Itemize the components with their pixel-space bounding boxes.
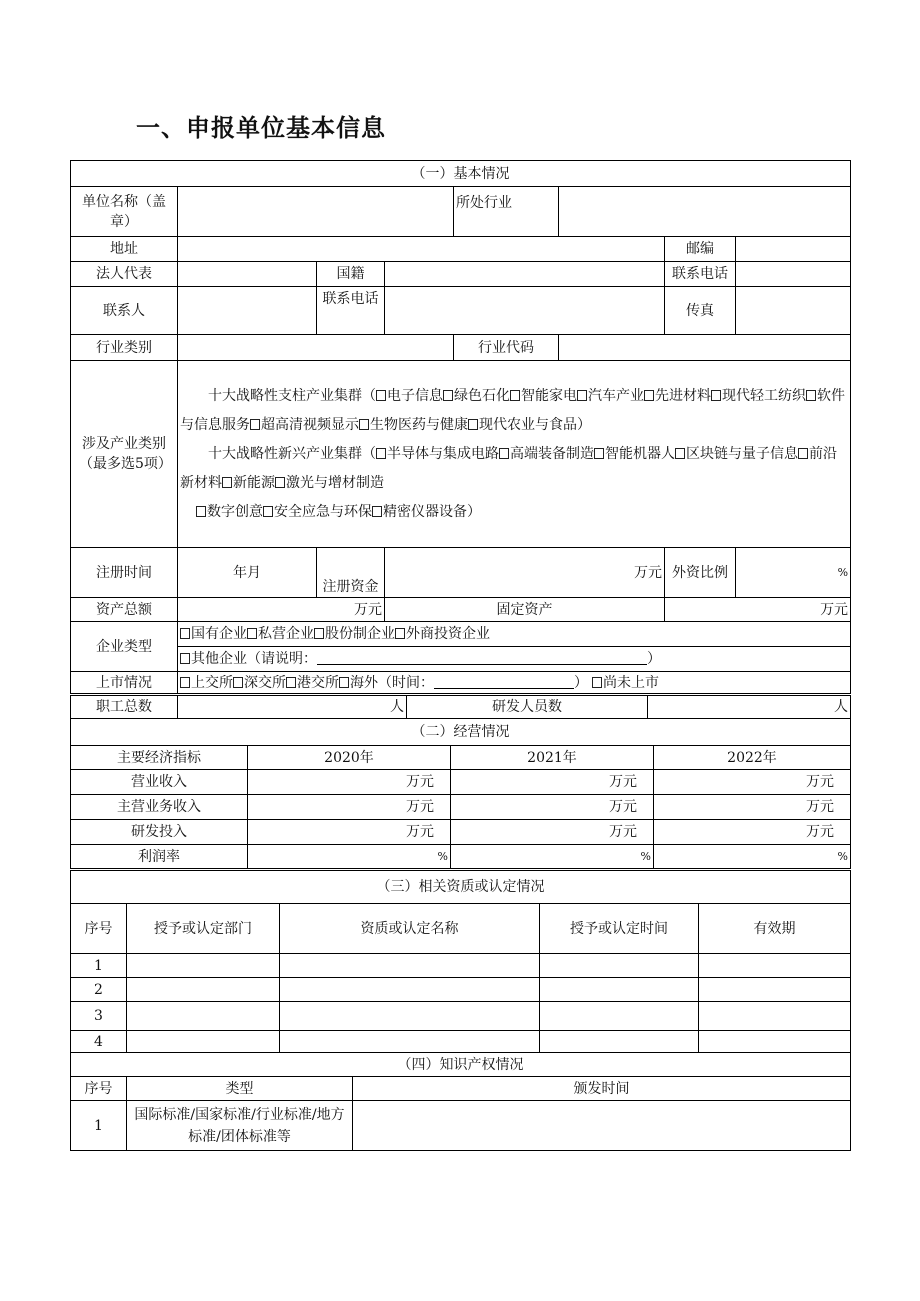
- checkbox-not-listed[interactable]: [592, 677, 602, 688]
- unit-wan-yuan: 万元: [406, 799, 434, 815]
- qual-cell[interactable]: [540, 1002, 699, 1031]
- qual-cell[interactable]: [540, 954, 699, 978]
- unit-wan-yuan: 万元: [609, 799, 637, 815]
- reg-time-label: 注册时间: [71, 548, 178, 598]
- ip-col-type: 类型: [127, 1077, 353, 1101]
- emerging-cluster-option-label: 半导体与集成电路: [387, 445, 499, 462]
- ent-other-label: 其他企业（请说明：: [191, 651, 317, 667]
- ops-cell[interactable]: [451, 845, 654, 869]
- ip-row-time[interactable]: [353, 1101, 851, 1151]
- ip-row-type: 国际标准/国家标准/行业标准/地方标准/团体标准等: [127, 1101, 353, 1151]
- ent-other-close: ）: [647, 651, 661, 667]
- unit-wan-yuan: 万元: [406, 774, 434, 790]
- cluster2-options-cont: [196, 504, 467, 520]
- pillar-cluster-option-label: 软件与信息服务: [180, 387, 845, 433]
- emerging-cluster-checkbox[interactable]: [275, 477, 285, 488]
- reg-capital-unit: 万元: [634, 564, 662, 581]
- page-title: 一、申报单位基本信息: [136, 114, 386, 142]
- ops-row-label: 营业收入: [71, 770, 248, 795]
- emerging-cluster-option-label: 高端装备制造: [510, 445, 594, 462]
- ops-cell[interactable]: [654, 795, 851, 820]
- table-row: [71, 954, 851, 978]
- unit-percent: %: [437, 850, 448, 863]
- legal-rep-label: 法人代表: [71, 262, 178, 287]
- employees-field[interactable]: [178, 696, 407, 719]
- cluster2-label: 十大战略性新兴产业集群（: [208, 445, 376, 462]
- listing-choices: [180, 675, 434, 691]
- qual-col-validity: 有效期: [699, 904, 851, 954]
- ent-type-option-label: 私营企业: [258, 626, 314, 642]
- listing-checkbox[interactable]: [339, 677, 349, 688]
- ops-section-header: （二）经营情况: [71, 719, 851, 746]
- contact-person-field[interactable]: [178, 287, 317, 335]
- total-assets-label: 资产总额: [71, 598, 178, 622]
- ent-type-options: [178, 622, 851, 672]
- involved-industry-label: 涉及产业类别（最多选5项）: [71, 361, 178, 548]
- employees-unit: 人: [390, 699, 404, 715]
- qual-cell[interactable]: [127, 978, 280, 1002]
- qual-col-time: 授予或认定时间: [540, 904, 699, 954]
- qual-cell[interactable]: [699, 954, 851, 978]
- unit-wan-yuan: 万元: [806, 774, 834, 790]
- contact-phone2-field[interactable]: [385, 287, 665, 335]
- listing-option-label: 港交所: [297, 674, 339, 691]
- fixed-assets-unit: 万元: [820, 601, 849, 618]
- emerging-cluster-checkbox[interactable]: [372, 506, 382, 517]
- contact-phone-label: 联系电话: [665, 262, 736, 287]
- emerging-cluster-checkbox[interactable]: [376, 448, 386, 459]
- qual-cell[interactable]: [280, 1002, 540, 1031]
- strategic-pillar-clusters: [180, 382, 848, 440]
- emerging-cluster-option-label: 新能源: [233, 474, 275, 491]
- pillar-cluster-checkbox[interactable]: [468, 419, 478, 430]
- emerging-cluster-option-label: 数字创意: [207, 503, 263, 520]
- qual-col-dept: 授予或认定部门: [127, 904, 280, 954]
- pillar-cluster-option-label: 先进材料: [655, 387, 711, 404]
- basic-info-table: [70, 160, 851, 694]
- industry-category-label: 行业类别: [71, 335, 178, 361]
- qual-cell[interactable]: [280, 978, 540, 1002]
- ent-type-line2: [178, 647, 850, 671]
- ent-type-checkbox[interactable]: [180, 628, 190, 639]
- ip-row-no: 1: [71, 1101, 127, 1151]
- foreign-ratio-unit: %: [837, 566, 849, 579]
- ops-cell[interactable]: [248, 770, 451, 795]
- qual-row-no: 4: [71, 1031, 127, 1053]
- ops-cell[interactable]: [248, 845, 451, 869]
- industry-located-label: 所处行业: [454, 187, 559, 237]
- unit-name-field[interactable]: [178, 187, 454, 237]
- pillar-cluster-option-label: 现代农业与食品: [479, 416, 577, 433]
- address-field[interactable]: [178, 237, 665, 262]
- qual-row-no: 1: [71, 954, 127, 978]
- emerging-cluster-checkbox[interactable]: [196, 506, 206, 517]
- ops-year-2021: 2021年: [451, 746, 654, 770]
- qual-cell[interactable]: [540, 978, 699, 1002]
- not-listed-label: 尚未上市: [603, 674, 659, 691]
- ops-cell[interactable]: [654, 820, 851, 845]
- unit-wan-yuan: 万元: [609, 774, 637, 790]
- ops-cell[interactable]: [654, 770, 851, 795]
- cluster1-label: 十大战略性支柱产业集群（: [208, 387, 376, 404]
- emerging-cluster-checkbox[interactable]: [222, 477, 232, 488]
- ops-profit-label: 利润率: [71, 845, 248, 869]
- ent-type-option-label: 股份制企业: [325, 626, 395, 642]
- qualifications-table: [70, 870, 851, 1053]
- ip-col-no: 序号: [71, 1077, 127, 1101]
- involved-industry-options: [178, 361, 851, 548]
- qual-cell[interactable]: [127, 1002, 280, 1031]
- pillar-cluster-option-label: 电子信息: [387, 387, 443, 404]
- pillar-cluster-option-label: 绿色石化: [454, 387, 510, 404]
- contact-person-label: 联系人: [71, 287, 178, 335]
- unit-wan-yuan: 万元: [406, 824, 434, 840]
- industry-code-field[interactable]: [559, 335, 851, 361]
- strategic-emerging-clusters: [180, 440, 848, 498]
- unit-wan-yuan: 万元: [609, 824, 637, 840]
- qual-cell[interactable]: [280, 954, 540, 978]
- unit-percent: %: [837, 850, 848, 863]
- industry-category-field[interactable]: [178, 335, 454, 361]
- qual-cell[interactable]: [280, 1031, 540, 1053]
- pillar-cluster-checkbox[interactable]: [359, 419, 369, 430]
- ops-cell[interactable]: [248, 820, 451, 845]
- nationality-field[interactable]: [385, 262, 665, 287]
- ops-cell[interactable]: [654, 845, 851, 869]
- qual-cell[interactable]: [699, 1002, 851, 1031]
- pillar-cluster-checkbox[interactable]: [376, 390, 386, 401]
- ops-cell[interactable]: [451, 820, 654, 845]
- listing-label: 上市情况: [71, 672, 178, 694]
- qual-col-name: 资质或认定名称: [280, 904, 540, 954]
- pillar-cluster-option-label: 现代轻工纺织: [722, 387, 806, 404]
- ent-other-input[interactable]: [317, 650, 647, 665]
- pillar-cluster-checkbox[interactable]: [644, 390, 654, 401]
- unit-name-label: 单位名称（盖章）: [71, 187, 178, 237]
- emerging-cluster-option-label: 精密仪器设备: [383, 503, 467, 520]
- cluster1-close: ）: [577, 416, 591, 433]
- qual-cell[interactable]: [699, 1031, 851, 1053]
- postcode-label: 邮编: [665, 237, 736, 262]
- ip-col-time: 颁发时间: [353, 1077, 851, 1101]
- pillar-cluster-checkbox[interactable]: [250, 419, 260, 430]
- ops-cell[interactable]: [248, 795, 451, 820]
- ent-type-option-label: 国有企业: [191, 626, 247, 642]
- ops-row-label: 研发投入: [71, 820, 248, 845]
- fixed-assets-field[interactable]: [665, 598, 851, 622]
- emerging-cluster-checkbox[interactable]: [675, 448, 685, 459]
- total-assets-unit: 万元: [354, 601, 382, 618]
- qual-col-no: 序号: [71, 904, 127, 954]
- reg-capital-label: 注册资金: [317, 548, 385, 598]
- table-row: [71, 978, 851, 1002]
- fixed-assets-label: 固定资产: [385, 598, 665, 622]
- ops-year-2022: 2022年: [654, 746, 851, 770]
- pillar-cluster-checkbox[interactable]: [577, 390, 587, 401]
- industry-located-field[interactable]: [559, 187, 851, 237]
- reg-time-field[interactable]: [178, 548, 317, 598]
- qual-cell[interactable]: [127, 954, 280, 978]
- legal-rep-field[interactable]: [178, 262, 317, 287]
- ent-type-checkbox[interactable]: [395, 628, 405, 639]
- unit-wan-yuan: 万元: [806, 799, 834, 815]
- foreign-ratio-label: 外资比例: [665, 548, 736, 598]
- listing-checkbox[interactable]: [233, 677, 243, 688]
- nationality-label: 国籍: [317, 262, 385, 287]
- qual-row-no: 2: [71, 978, 127, 1002]
- reg-capital-field[interactable]: [385, 548, 665, 598]
- strategic-emerging-clusters-cont: [180, 498, 848, 527]
- pillar-cluster-option-label: 智能家电: [521, 387, 577, 404]
- ops-cell[interactable]: [451, 795, 654, 820]
- ent-type-option-label: 外商投资企业: [406, 626, 490, 642]
- listing-close: ）: [574, 674, 588, 691]
- unit-wan-yuan: 万元: [806, 824, 834, 840]
- qual-cell[interactable]: [540, 1031, 699, 1053]
- ops-row-label: 主营业务收入: [71, 795, 248, 820]
- pillar-cluster-option-label: 生物医药与健康: [370, 416, 468, 433]
- rd-staff-unit: 人: [834, 699, 848, 715]
- contact-phone-field[interactable]: [736, 262, 851, 287]
- contact-phone2-label: 联系电话: [317, 287, 385, 335]
- employees-table: [70, 695, 851, 719]
- pillar-cluster-checkbox[interactable]: [711, 390, 721, 401]
- qual-row-no: 3: [71, 1002, 127, 1031]
- rd-staff-field[interactable]: [648, 696, 851, 719]
- basic-section-header: （一）基本情况: [71, 161, 851, 187]
- emerging-cluster-option-label: 智能机器人: [605, 445, 675, 462]
- checkbox-other-ent[interactable]: [180, 653, 190, 664]
- table-row: [71, 1101, 851, 1151]
- foreign-ratio-field[interactable]: [736, 548, 851, 598]
- qual-cell[interactable]: [127, 1031, 280, 1053]
- emerging-cluster-checkbox[interactable]: [263, 506, 273, 517]
- operations-table: [70, 718, 851, 869]
- qual-section-header: （三）相关资质或认定情况: [71, 871, 851, 904]
- ip-table: [70, 1052, 851, 1151]
- total-assets-field[interactable]: [178, 598, 385, 622]
- ent-type-label: 企业类型: [71, 622, 178, 672]
- pillar-cluster-checkbox[interactable]: [443, 390, 453, 401]
- listing-checkbox[interactable]: [180, 677, 190, 688]
- listing-options: [178, 672, 851, 694]
- cluster2-close: ）: [467, 503, 481, 520]
- listing-checkbox[interactable]: [286, 677, 296, 688]
- fax-field[interactable]: [736, 287, 851, 335]
- year-month-unit: 年月: [233, 564, 261, 581]
- emerging-cluster-option-label: 前沿新材料: [180, 445, 837, 491]
- listing-time-input[interactable]: [434, 674, 574, 689]
- pillar-cluster-checkbox[interactable]: [510, 390, 520, 401]
- pillar-cluster-checkbox[interactable]: [806, 390, 816, 401]
- emerging-cluster-option-label: 激光与增材制造: [286, 474, 384, 491]
- ops-cell[interactable]: [451, 770, 654, 795]
- ent-type-line1: [178, 622, 850, 647]
- emerging-cluster-checkbox[interactable]: [499, 448, 509, 459]
- unit-percent: %: [640, 850, 651, 863]
- table-row: [71, 1031, 851, 1053]
- listing-option-label: 深交所: [244, 674, 286, 691]
- emerging-cluster-option-label: 区块链与量子信息: [686, 445, 798, 462]
- ops-indicator-header: 主要经济指标: [71, 746, 248, 770]
- industry-code-label: 行业代码: [454, 335, 559, 361]
- ops-year-2020: 2020年: [248, 746, 451, 770]
- fax-label: 传真: [665, 287, 736, 335]
- emerging-cluster-checkbox[interactable]: [594, 448, 604, 459]
- postcode-field[interactable]: [736, 237, 851, 262]
- pillar-cluster-option-label: 汽车产业: [588, 387, 644, 404]
- listing-option-label: 上交所: [191, 674, 233, 691]
- ent-type-checkbox[interactable]: [247, 628, 257, 639]
- emerging-cluster-checkbox[interactable]: [798, 448, 808, 459]
- table-row: [71, 1002, 851, 1031]
- qual-cell[interactable]: [699, 978, 851, 1002]
- address-label: 地址: [71, 237, 178, 262]
- listing-option-label: 海外（时间：: [350, 674, 434, 691]
- employees-label: 职工总数: [71, 696, 178, 719]
- pillar-cluster-option-label: 超高清视频显示: [261, 416, 359, 433]
- rd-staff-label: 研发人员数: [407, 696, 648, 719]
- emerging-cluster-option-label: 安全应急与环保: [274, 503, 372, 520]
- ent-type-checkbox[interactable]: [314, 628, 324, 639]
- ip-section-header: （四）知识产权情况: [71, 1053, 851, 1077]
